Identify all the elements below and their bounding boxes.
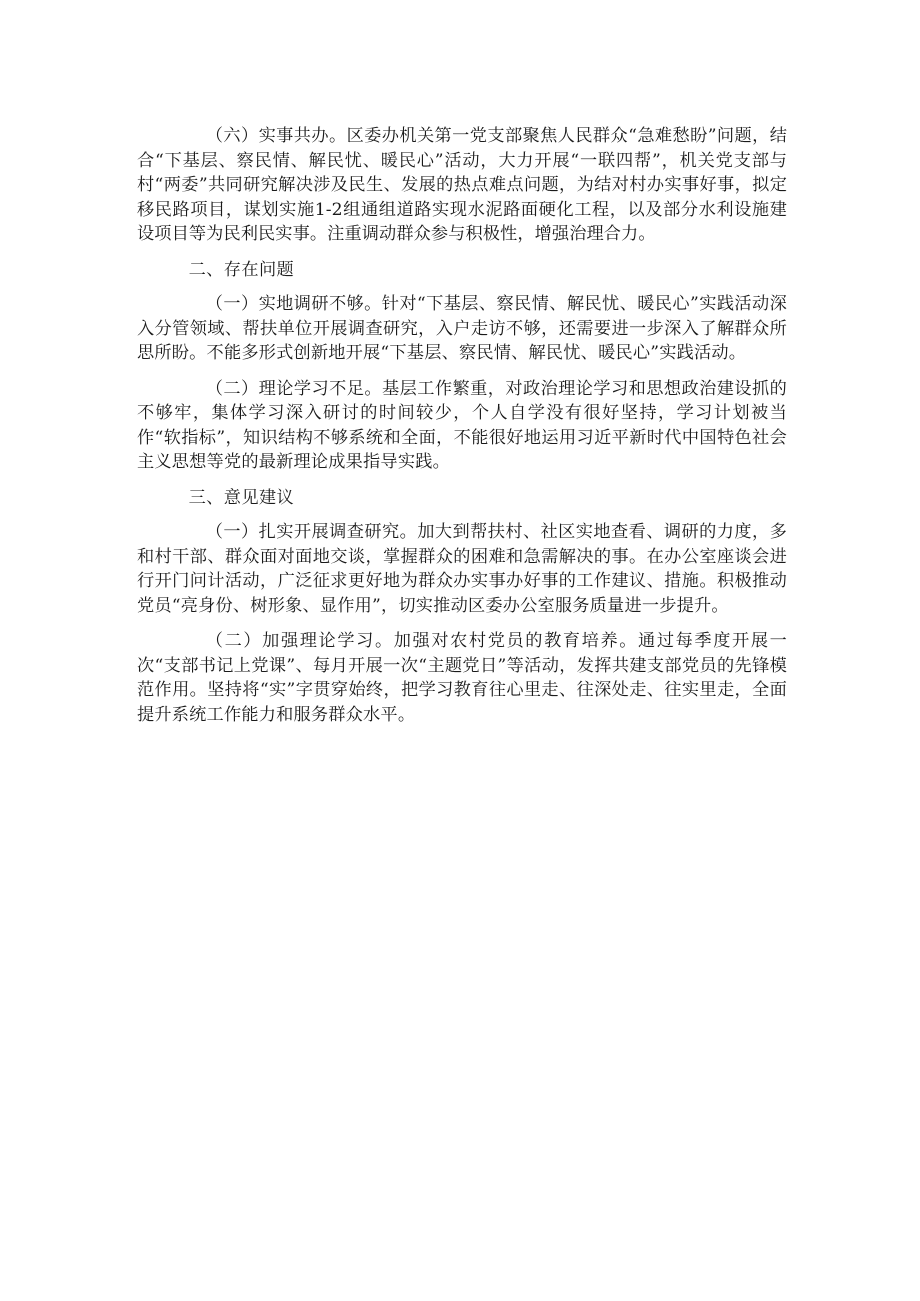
paragraph-field-research: （一）实地调研不够。针对“下基层、察民情、解民忧、暖民心”实践活动深入分管领域、帮扶单位开展调查研究，入户走访不够，还需要进一步深入了解群众所思所盼。不能多形式创新地开展“下基层、察民情、解民忧、暖民心”实践活动。 [137, 294, 787, 363]
section-heading-suggestions: 三、意见建议 [188, 487, 295, 508]
section-heading-problems: 二、存在问题 [188, 259, 295, 280]
paragraph-shishi-gongban: （六）实事共办。区委办机关第一党支部聚焦人民群众“急难愁盼”问题，结合“下基层、察民情、解民忧、暖民心”活动，大力开展“一联四帮”，机关党支部与村“两委”共同研究解决涉及民生、发展的热点难点问题，为结对村办实事好事，拟定移民路项目，谋划实施1-2组通组道路实现水泥路面硬化工程，以及部分水利设施建设项目等为民利民实事。注重调动群众参与积极性，增强治理合力。 [137, 126, 787, 244]
document-body [137, 124, 787, 727]
paragraph-investigation: （一）扎实开展调查研究。加大到帮扶村、社区实地查看、调研的力度，多和村干部、群众面对面地交谈，掌握群众的困难和急需解决的事。在办公室座谈会进行开门问计活动，广泛征求更好地为群众办实事办好事的工作建议、措施。积极推动党员“亮身份、树形象、显作用”，切实推动区委办公室服务质量进一步提升。 [137, 522, 787, 616]
paragraph-strengthen-theory: （二）加强理论学习。加强对农村党员的教育培养。通过每季度开展一次“支部书记上党课”、每月开展一次“主题党日”等活动，发挥共建支部党员的先锋模范作用。坚持将“实”字贯穿始终，把学习教育往心里走、往深处走、往实里走，全面提升系统工作能力和服务群众水平。 [137, 631, 787, 725]
paragraph-theory-study: （二）理论学习不足。基层工作繁重，对政治理论学习和思想政治建设抓的不够牢，集体学习深入研讨的时间较少，个人自学没有很好坚持，学习计划被当作“软指标”，知识结构不够系统和全面，不能很好地运用习近平新时代中国特色社会主义思想等党的最新理论成果指导实践。 [137, 378, 787, 472]
